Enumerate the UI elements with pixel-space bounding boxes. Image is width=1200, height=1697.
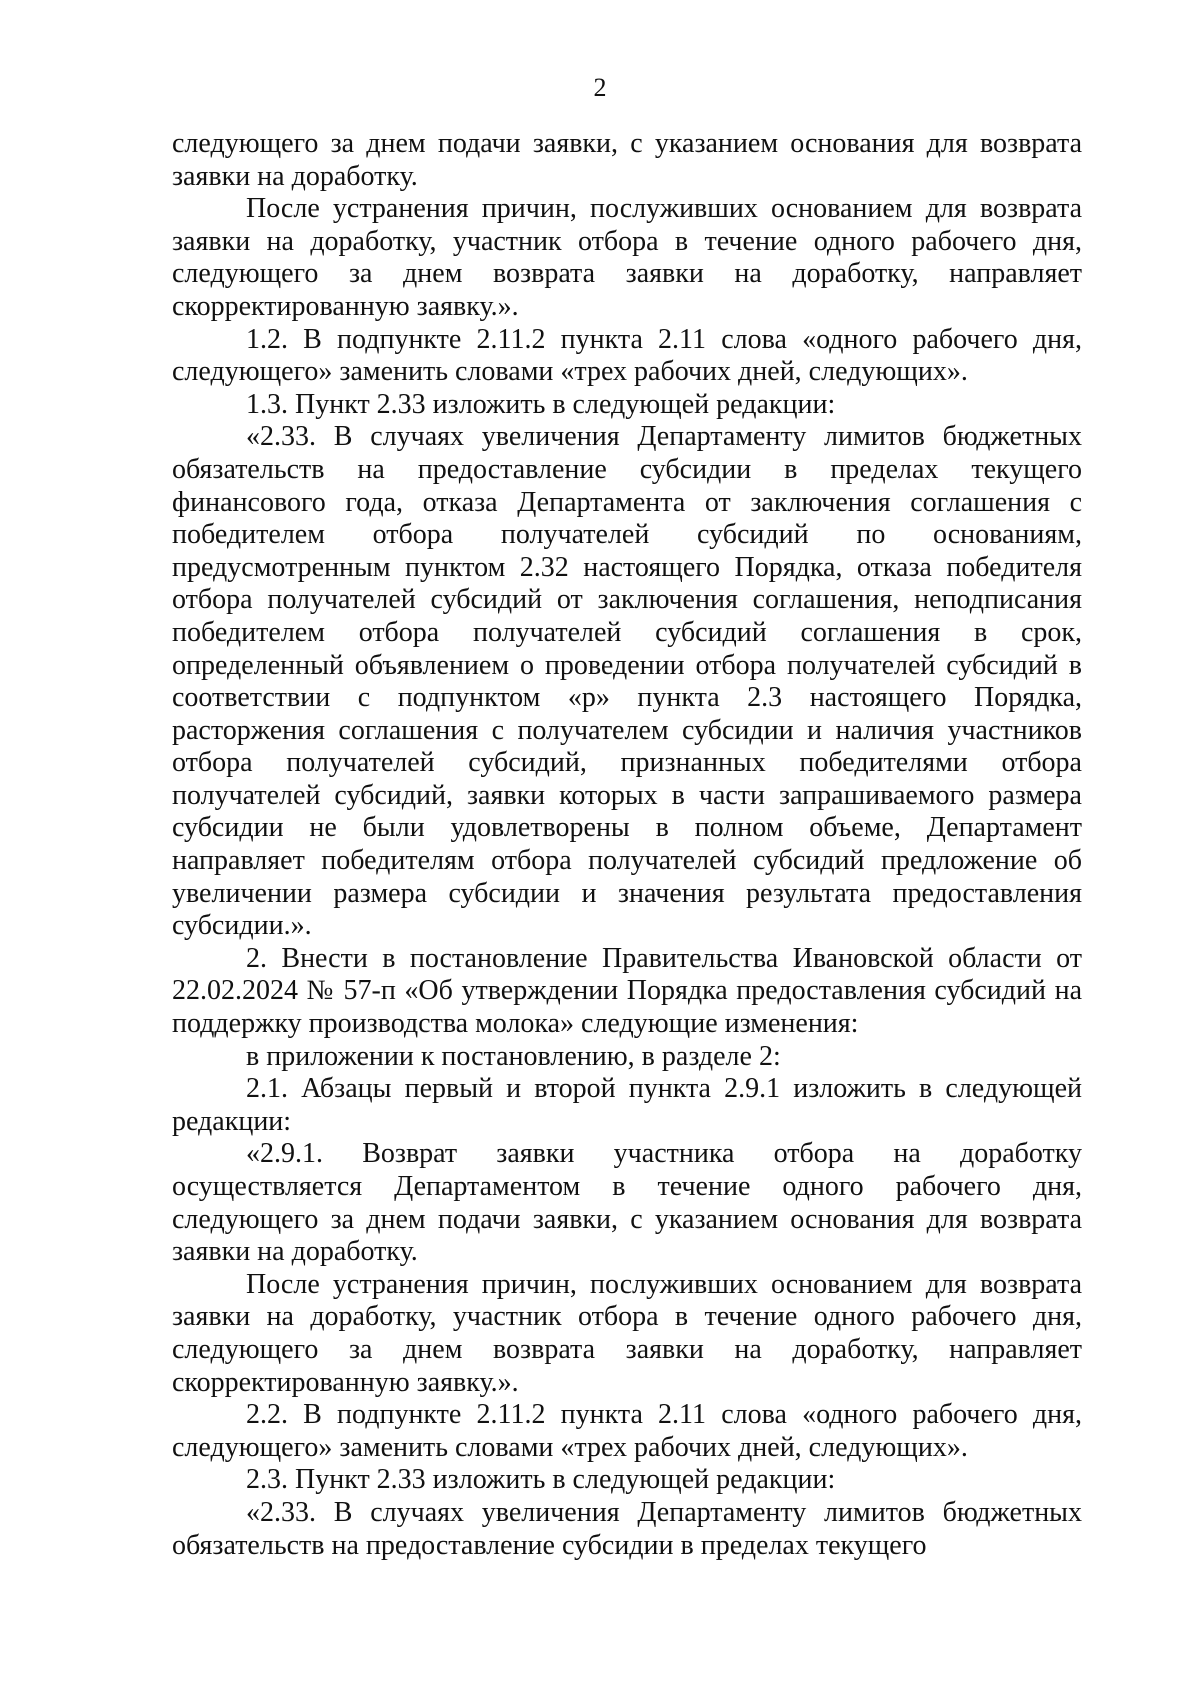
document-body bbox=[172, 128, 1082, 1562]
paragraph-2-33-first: «2.33. В случаях увеличения Департаменту лимитов бюджетных обязательств на предоставление субсидии в пределах текущего финансового года, отказа Департамента от заключения соглашения с победителем отбора получателей субсидий по основаниям, предусмотренным пунктом 2.32 настоящего Порядка, отказа победителя отбора получателей субсидий от заключения соглашения, неподписания победителем отбора получателей субсидий соглашения в срок, определенный объявлением о проведении отбора получателей субсидий в соответствии с подпунктом «р» пункта 2.3 настоящего Порядка, расторжения соглашения с получателем субсидии и наличия участников отбора получателей субсидий, признанных победителями отбора получателей субсидий, заявки которых в части запрашиваемого размера субсидии не были удовлетворены в полном объеме, Департамент направляет победителям отбора получателей субсидий предложение об увеличении размера субсидии и значения результата предоставления субсидии.». bbox=[172, 421, 1082, 942]
paragraph-1-2: 1.2. В подпункте 2.11.2 пункта 2.11 слова «одного рабочего дня, следующего» заменить словами «трех рабочих дней, следующих». bbox=[172, 323, 1082, 388]
paragraph-after-correction-second: После устранения причин, послуживших основанием для возврата заявки на доработку, участник отбора в течение одного рабочего дня, следующего за днем возврата заявки на доработку, направляет скорректированную заявку.». bbox=[172, 1268, 1082, 1398]
paragraph-after-correction: После устранения причин, послуживших основанием для возврата заявки на доработку, участник отбора в течение одного рабочего дня, следующего за днем возврата заявки на доработку, направляет скорректированную заявку.». bbox=[172, 193, 1082, 322]
page-number: 2 bbox=[593, 73, 607, 102]
paragraph-2: 2. Внести в постановление Правительства Ивановской области от 22.02.2024 № 57-п «Об утверждении Порядка предоставления субсидий на поддержку производства молока» следующие изменения: bbox=[172, 942, 1082, 1040]
paragraph-continuation: следующего за днем подачи заявки, с указанием основания для возврата заявки на доработку. bbox=[172, 128, 1082, 192]
paragraph-appendix-section: в приложении к постановлению, в разделе 2: bbox=[246, 1040, 781, 1072]
paragraph-2-33-second: «2.33. В случаях увеличения Департаменту лимитов бюджетных обязательств на предоставление субсидии в пределах текущего bbox=[172, 1496, 1082, 1561]
paragraph-2-2: 2.2. В подпункте 2.11.2 пункта 2.11 слова «одного рабочего дня, следующего» заменить словами «трех рабочих дней, следующих». bbox=[172, 1399, 1082, 1463]
paragraph-2-9-1: «2.9.1. Возврат заявки участника отбора на доработку осуществляется Департаментом в течение одного рабочего дня, следующего за днем подачи заявки, с указанием основания для возврата заявки на доработку. bbox=[172, 1138, 1082, 1268]
paragraph-1-3: 1.3. Пункт 2.33 изложить в следующей редакции: bbox=[246, 388, 836, 420]
paragraph-2-3: 2.3. Пункт 2.33 изложить в следующей редакции: bbox=[246, 1464, 836, 1496]
paragraph-2-1: 2.1. Абзацы первый и второй пункта 2.9.1 изложить в следующей редакции: bbox=[172, 1073, 1082, 1137]
